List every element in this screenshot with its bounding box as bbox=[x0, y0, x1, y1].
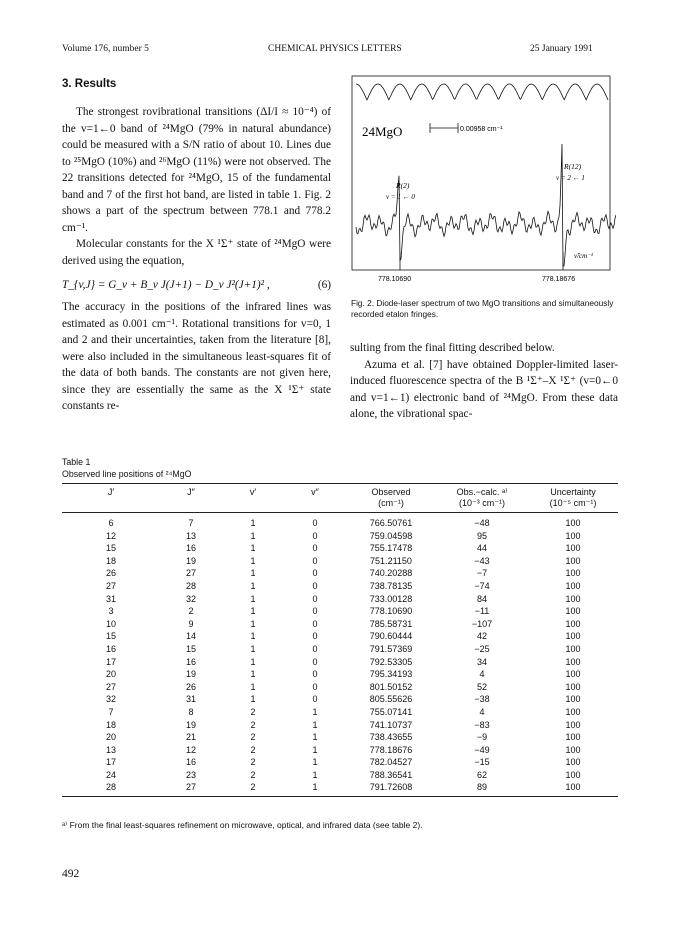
cell-observed: 805.55626 bbox=[369, 694, 413, 705]
equation-6 bbox=[62, 275, 331, 297]
cell-j-upper: 15 bbox=[105, 543, 116, 554]
cell-v-lower: 0 bbox=[312, 606, 318, 617]
table-row bbox=[62, 668, 618, 681]
cell-uncertainty: 100 bbox=[565, 656, 581, 667]
paragraph-results-1: The strongest rovibrational transitions (ΔI/I ≈ 10⁻⁴) of the v=1←0 band of ²⁴MgO (79% in natural abundance) could be measured with a S/N ratio of about 10. Lines due to ²⁵MgO (10%) and ²⁶MgO (11%) were not observed. The 22 transitions detected for ²⁴MgO, 15 of the fundamental band and 7 of the first hot band, are listed in table 1. Fig. 2 shows a part of the spectrum between 778.1 and 778.2 cm⁻¹. bbox=[62, 106, 331, 234]
cell-j-lower: 13 bbox=[185, 530, 196, 541]
cell-j-lower: 27 bbox=[185, 782, 196, 793]
cell-j-upper: 16 bbox=[105, 643, 116, 654]
table-row bbox=[62, 593, 618, 606]
cell-obs-calc: −9 bbox=[476, 732, 488, 743]
axis-unit: ν̃/cm⁻¹ bbox=[574, 252, 594, 260]
cell-observed: 801.50152 bbox=[369, 681, 413, 692]
cell-observed: 738.43655 bbox=[369, 732, 413, 743]
cell-uncertainty: 100 bbox=[565, 631, 581, 642]
spectrum-plot bbox=[348, 74, 616, 289]
cell-v-lower: 0 bbox=[312, 518, 318, 528]
cell-v-upper: 1 bbox=[250, 530, 256, 541]
cell-j-lower: 19 bbox=[185, 719, 196, 730]
section-title: 3. Results bbox=[62, 78, 117, 90]
cell-v-upper: 1 bbox=[250, 631, 256, 642]
right-column bbox=[350, 340, 618, 423]
cell-j-lower: 19 bbox=[185, 555, 196, 566]
issue-date: 25 January 1991 bbox=[530, 44, 593, 54]
cell-observed: 733.00128 bbox=[369, 593, 413, 604]
cell-uncertainty: 100 bbox=[565, 757, 581, 768]
cell-v-upper: 1 bbox=[250, 694, 256, 705]
cell-v-upper: 1 bbox=[250, 568, 256, 579]
line-band-r2: v = 1 ← 0 bbox=[386, 193, 415, 201]
cell-v-upper: 1 bbox=[250, 580, 256, 591]
cell-j-upper: 31 bbox=[105, 593, 116, 604]
equation-number: (6) bbox=[317, 279, 331, 291]
cell-j-upper: 20 bbox=[105, 732, 116, 743]
cell-observed: 738.78135 bbox=[369, 580, 413, 591]
cell-j-lower: 26 bbox=[185, 681, 196, 692]
cell-obs-calc: 95 bbox=[476, 530, 487, 541]
table-row bbox=[62, 618, 618, 631]
cell-v-lower: 1 bbox=[312, 769, 318, 780]
cell-v-lower: 0 bbox=[312, 530, 318, 541]
scale-bar-icon bbox=[430, 123, 458, 133]
cell-observed: 755.07141 bbox=[369, 706, 413, 717]
cell-j-upper: 32 bbox=[105, 694, 116, 705]
cell-obs-calc: −11 bbox=[474, 606, 490, 617]
cell-j-lower: 16 bbox=[185, 656, 196, 667]
cell-j-upper: 13 bbox=[105, 744, 116, 755]
cell-v-upper: 1 bbox=[250, 593, 256, 604]
cell-observed: 791.72608 bbox=[369, 782, 413, 793]
cell-j-upper: 17 bbox=[105, 757, 116, 768]
cell-j-lower: 8 bbox=[188, 706, 194, 717]
table-row bbox=[62, 605, 618, 618]
paragraph-results-2: Molecular constants for the X ¹Σ⁺ state of ²⁴MgO were derived using the equation, bbox=[62, 238, 331, 267]
cell-v-lower: 0 bbox=[312, 593, 318, 604]
cell-j-upper: 18 bbox=[105, 555, 116, 566]
table-row bbox=[62, 744, 618, 757]
cell-obs-calc: 4 bbox=[479, 669, 485, 680]
cell-v-lower: 0 bbox=[312, 555, 318, 566]
cell-obs-calc: −49 bbox=[474, 744, 490, 755]
page-number: 492 bbox=[62, 868, 80, 880]
cell-j-lower: 12 bbox=[185, 744, 196, 755]
cell-v-upper: 1 bbox=[250, 643, 256, 654]
cell-uncertainty: 100 bbox=[565, 618, 581, 629]
table-header-row bbox=[62, 484, 618, 513]
cell-uncertainty: 100 bbox=[565, 769, 581, 780]
table-row bbox=[62, 693, 618, 706]
cell-v-lower: 1 bbox=[312, 782, 318, 793]
col-header-j-upper: J′ bbox=[107, 487, 115, 497]
cell-observed: 791.57369 bbox=[369, 643, 413, 654]
cell-v-upper: 2 bbox=[250, 744, 256, 755]
cell-v-lower: 0 bbox=[312, 618, 318, 629]
journal-title: CHEMICAL PHYSICS LETTERS bbox=[268, 44, 402, 54]
table-body bbox=[62, 513, 618, 795]
cell-v-upper: 1 bbox=[250, 669, 256, 680]
cell-obs-calc: 4 bbox=[479, 706, 485, 717]
line-band-r12: v = 2 ← 1 bbox=[556, 174, 585, 182]
cell-obs-calc: 42 bbox=[476, 631, 487, 642]
cell-j-upper: 20 bbox=[105, 669, 116, 680]
table-row bbox=[62, 580, 618, 593]
table-row bbox=[62, 643, 618, 656]
molecule-label: 24MgO bbox=[362, 124, 403, 139]
cell-uncertainty: 100 bbox=[565, 706, 581, 717]
table-row bbox=[62, 530, 618, 543]
cell-v-lower: 0 bbox=[312, 580, 318, 591]
cell-obs-calc: −83 bbox=[474, 719, 490, 730]
cell-uncertainty: 100 bbox=[565, 580, 581, 591]
cell-v-lower: 1 bbox=[312, 732, 318, 743]
cell-v-lower: 0 bbox=[312, 669, 318, 680]
cell-j-lower: 2 bbox=[188, 606, 194, 617]
cell-observed: 795.34193 bbox=[369, 669, 413, 680]
table-row bbox=[62, 513, 618, 530]
cell-uncertainty: 100 bbox=[565, 681, 581, 692]
cell-j-upper: 12 bbox=[105, 530, 116, 541]
cell-obs-calc: −38 bbox=[474, 694, 490, 705]
cell-j-lower: 15 bbox=[185, 643, 196, 654]
cell-j-upper: 24 bbox=[105, 769, 116, 780]
cell-j-lower: 19 bbox=[185, 669, 196, 680]
col-header-v-upper: v′ bbox=[249, 487, 257, 497]
table-row bbox=[62, 555, 618, 568]
paragraph-right-1: sulting from the final fitting described below. bbox=[350, 342, 555, 354]
cell-uncertainty: 100 bbox=[565, 530, 581, 541]
cell-obs-calc: −107 bbox=[471, 618, 493, 629]
paragraph-results-3: The accuracy in the positions of the infrared lines was estimated as 0.001 cm⁻¹. Rotational transitions for v=0, 1 and 2 and their uncertainties, taken from the literature [8], were also included in the simultaneous least-squares fit of the data of both bands. The constants are not given here, since they are essentially the same as the X ¹Σ⁺ state constants re- bbox=[62, 301, 331, 412]
cell-j-lower: 31 bbox=[185, 694, 196, 705]
cell-observed: 741.10737 bbox=[369, 719, 413, 730]
cell-obs-calc: 89 bbox=[476, 782, 487, 793]
cell-v-lower: 1 bbox=[312, 719, 318, 730]
cell-j-lower: 7 bbox=[188, 518, 194, 528]
cell-observed: 778.10690 bbox=[369, 606, 413, 617]
cell-uncertainty: 100 bbox=[565, 694, 581, 705]
equation-text: T_{v,J} = G_v + B_v J(J+1) − D_v J²(J+1)² , bbox=[62, 279, 270, 291]
cell-obs-calc: −48 bbox=[474, 518, 490, 528]
cell-obs-calc: 44 bbox=[476, 543, 487, 554]
scale-bar-label: 0.00958 cm⁻¹ bbox=[460, 126, 503, 133]
cell-j-upper: 18 bbox=[105, 719, 116, 730]
cell-uncertainty: 100 bbox=[565, 568, 581, 579]
cell-obs-calc: −7 bbox=[476, 568, 488, 579]
cell-v-lower: 0 bbox=[312, 694, 318, 705]
table-row bbox=[62, 756, 618, 769]
table-row bbox=[62, 731, 618, 744]
cell-j-upper: 15 bbox=[105, 631, 116, 642]
figure-2 bbox=[348, 74, 616, 289]
table-row bbox=[62, 567, 618, 580]
tick-label-left: 778.10690 bbox=[378, 276, 412, 283]
cell-j-upper: 7 bbox=[108, 706, 114, 717]
cell-v-lower: 0 bbox=[312, 681, 318, 692]
cell-observed: 759.04598 bbox=[369, 530, 413, 541]
cell-obs-calc: 62 bbox=[476, 769, 487, 780]
cell-v-lower: 1 bbox=[312, 757, 318, 768]
table-row bbox=[62, 781, 618, 794]
cell-v-lower: 0 bbox=[312, 568, 318, 579]
table-bottom-rule bbox=[62, 796, 618, 797]
col-header-v-lower: v″ bbox=[311, 487, 319, 497]
cell-j-upper: 6 bbox=[108, 518, 114, 528]
cell-observed: 792.53305 bbox=[369, 656, 413, 667]
cell-v-upper: 1 bbox=[250, 618, 256, 629]
cell-observed: 782.04527 bbox=[369, 757, 413, 768]
cell-j-upper: 10 bbox=[105, 618, 116, 629]
cell-uncertainty: 100 bbox=[565, 732, 581, 743]
left-column bbox=[62, 104, 331, 415]
cell-uncertainty: 100 bbox=[565, 593, 581, 604]
cell-v-upper: 2 bbox=[250, 719, 256, 730]
cell-j-lower: 32 bbox=[185, 593, 196, 604]
table-number: Table 1 bbox=[62, 457, 91, 467]
cell-uncertainty: 100 bbox=[565, 555, 581, 566]
cell-uncertainty: 100 bbox=[565, 643, 581, 654]
table-1 bbox=[62, 483, 618, 797]
cell-j-upper: 17 bbox=[105, 656, 116, 667]
table-row bbox=[62, 542, 618, 555]
cell-v-upper: 1 bbox=[250, 543, 256, 554]
cell-observed: 755.17478 bbox=[369, 543, 413, 554]
figure-caption: Fig. 2. Diode-laser spectrum of two MgO transitions and simultaneously recorded etalon fringes. bbox=[351, 298, 614, 319]
cell-v-upper: 1 bbox=[250, 555, 256, 566]
cell-uncertainty: 100 bbox=[565, 606, 581, 617]
cell-obs-calc: −74 bbox=[474, 580, 490, 591]
etalon-fringes bbox=[356, 84, 608, 100]
cell-obs-calc: −15 bbox=[474, 757, 490, 768]
table-row bbox=[62, 706, 618, 719]
cell-obs-calc: 52 bbox=[476, 681, 487, 692]
table-row bbox=[62, 681, 618, 694]
cell-j-upper: 3 bbox=[108, 606, 114, 617]
cell-observed: 778.18676 bbox=[369, 744, 413, 755]
col-header-uncertainty: Uncertainty (10⁻⁵ cm⁻¹) bbox=[549, 487, 597, 508]
cell-j-lower: 21 bbox=[185, 732, 196, 743]
cell-obs-calc: 34 bbox=[476, 656, 487, 667]
cell-v-lower: 0 bbox=[312, 643, 318, 654]
cell-observed: 740.20288 bbox=[369, 568, 413, 579]
cell-v-upper: 2 bbox=[250, 706, 256, 717]
cell-obs-calc: −43 bbox=[474, 555, 490, 566]
cell-uncertainty: 100 bbox=[565, 669, 581, 680]
cell-v-upper: 2 bbox=[250, 757, 256, 768]
cell-uncertainty: 100 bbox=[565, 719, 581, 730]
cell-v-upper: 2 bbox=[250, 782, 256, 793]
cell-v-lower: 1 bbox=[312, 706, 318, 717]
cell-j-lower: 27 bbox=[185, 568, 196, 579]
cell-j-upper: 28 bbox=[105, 782, 116, 793]
cell-obs-calc: 84 bbox=[476, 593, 487, 604]
table-title: Observed line positions of ²⁴MgO bbox=[62, 469, 192, 479]
line-label-r2: R(2) bbox=[396, 181, 410, 190]
cell-observed: 751.21150 bbox=[370, 555, 412, 566]
cell-v-upper: 2 bbox=[250, 732, 256, 743]
table-row bbox=[62, 769, 618, 782]
cell-j-upper: 26 bbox=[105, 568, 116, 579]
cell-v-lower: 0 bbox=[312, 631, 318, 642]
cell-observed: 785.58731 bbox=[369, 618, 413, 629]
cell-uncertainty: 100 bbox=[565, 744, 581, 755]
cell-obs-calc: −25 bbox=[474, 643, 490, 654]
cell-v-upper: 1 bbox=[250, 656, 256, 667]
cell-v-upper: 2 bbox=[250, 769, 256, 780]
cell-v-lower: 1 bbox=[312, 744, 318, 755]
col-header-observed: Observed (cm⁻¹) bbox=[371, 487, 411, 508]
plot-frame bbox=[352, 76, 610, 270]
table-row bbox=[62, 630, 618, 643]
journal-volume: Volume 176, number 5 bbox=[62, 44, 149, 54]
cell-v-upper: 1 bbox=[250, 518, 256, 528]
table-row bbox=[62, 656, 618, 669]
line-label-r12: R(12) bbox=[564, 162, 582, 171]
cell-v-lower: 0 bbox=[312, 656, 318, 667]
cell-j-lower: 14 bbox=[185, 631, 196, 642]
cell-j-upper: 27 bbox=[105, 681, 116, 692]
cell-v-lower: 0 bbox=[312, 543, 318, 554]
table-row bbox=[62, 719, 618, 732]
cell-observed: 788.36541 bbox=[369, 769, 413, 780]
col-header-j-lower: J″ bbox=[187, 487, 195, 497]
paragraph-right-2: Azuma et al. [7] have obtained Doppler-limited laser-induced fluorescence spectra of the B ¹Σ⁺–X ¹Σ⁺ (v=0←0 and v=1←1) electronic band of ²⁴MgO. From these data alone, the vibrational spac- bbox=[350, 358, 618, 420]
cell-j-upper: 27 bbox=[105, 580, 116, 591]
table-footnote: ᵃ⁾ From the final least-squares refinement on microwave, optical, and infrared data (see table 2). bbox=[62, 820, 423, 830]
cell-v-upper: 1 bbox=[250, 606, 256, 617]
cell-v-upper: 1 bbox=[250, 681, 256, 692]
cell-observed: 790.60444 bbox=[369, 631, 413, 642]
tick-label-right: 778.18676 bbox=[542, 276, 576, 283]
cell-uncertainty: 100 bbox=[565, 543, 581, 554]
cell-j-lower: 9 bbox=[188, 618, 194, 629]
cell-j-lower: 16 bbox=[185, 757, 196, 768]
cell-observed: 766.50761 bbox=[369, 518, 413, 528]
cell-j-lower: 23 bbox=[185, 769, 196, 780]
cell-uncertainty: 100 bbox=[565, 782, 581, 793]
cell-j-lower: 16 bbox=[185, 543, 196, 554]
col-header-obs-calc: Obs.−calc. ᵃ⁾ (10⁻³ cm⁻¹) bbox=[456, 487, 508, 508]
cell-uncertainty: 100 bbox=[565, 518, 581, 528]
cell-j-lower: 28 bbox=[185, 580, 196, 591]
